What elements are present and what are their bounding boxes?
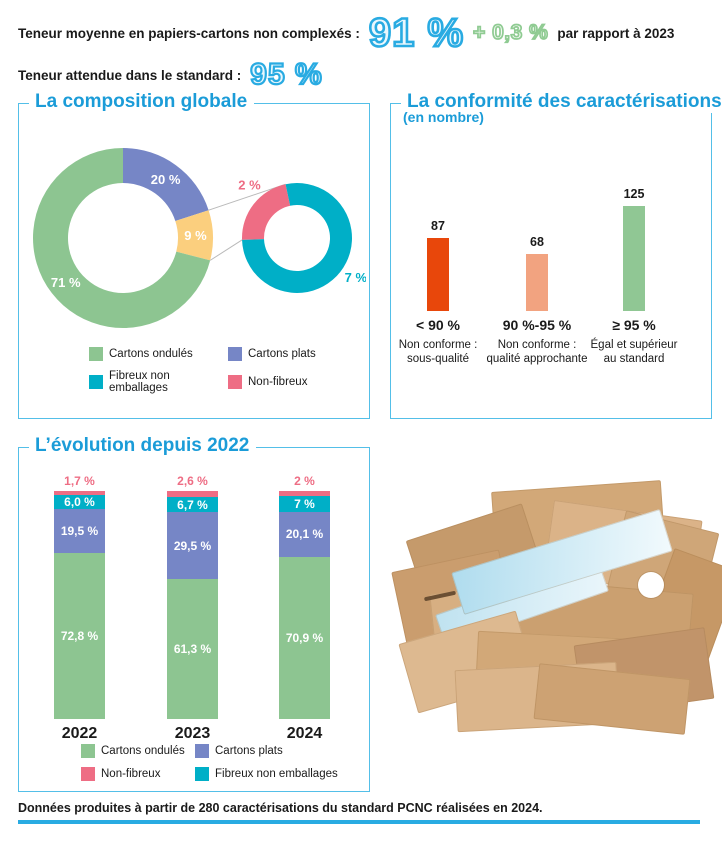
bar-category-label: < 90 % bbox=[416, 317, 460, 333]
legend-swatch bbox=[89, 347, 103, 361]
composition-legend bbox=[89, 347, 316, 394]
legend-label: Cartons plats bbox=[215, 745, 283, 757]
bar-description-line: Non conforme : bbox=[398, 339, 478, 351]
bar-category-label: 90 %-95 % bbox=[502, 317, 572, 333]
bar-description-line: qualité approchante bbox=[486, 353, 588, 365]
bar-description-line: sous-qualité bbox=[406, 353, 469, 365]
legend-item bbox=[228, 370, 316, 394]
panel-title-composition: La composition globale bbox=[29, 91, 254, 113]
delta-vs-2023-value: + 0,3 % bbox=[473, 21, 549, 44]
cardboard-hole-detail bbox=[638, 572, 664, 598]
evolution-stacked-bar-chart bbox=[19, 448, 369, 791]
bar-value-label: 125 bbox=[623, 187, 645, 201]
legend-label: Fibreux non emballages bbox=[109, 370, 170, 394]
average-content-label: Teneur moyenne en papiers-cartons non complexés : bbox=[18, 25, 360, 41]
legend-item bbox=[195, 767, 338, 781]
donut-segment-label: 71 % bbox=[50, 274, 81, 290]
legend-swatch bbox=[81, 744, 95, 758]
legend-swatch bbox=[195, 767, 209, 781]
stacked-label-above: 2 % bbox=[294, 474, 315, 488]
legend-label: Cartons ondulés bbox=[109, 348, 193, 360]
donut-segment-label: 20 % bbox=[150, 171, 181, 187]
average-content-value: 91 % bbox=[368, 10, 465, 55]
segment-cartons-plats: 19,5 % bbox=[54, 509, 105, 553]
legend-label: Cartons ondulés bbox=[101, 745, 185, 757]
legend-item bbox=[228, 347, 316, 361]
bar-category-label: ≥ 95 % bbox=[612, 317, 656, 333]
bar-value-label: 87 bbox=[431, 219, 445, 233]
year-label: 2023 bbox=[174, 725, 211, 742]
detail-donut-label: 7 % bbox=[344, 270, 366, 286]
legend-item bbox=[81, 767, 195, 781]
legend-label: Non-fibreux bbox=[101, 768, 161, 780]
expected-content-value: 95 % bbox=[250, 58, 323, 91]
cardboard-pile-image bbox=[398, 468, 718, 770]
legend-swatch bbox=[89, 375, 103, 389]
donut-connector-line bbox=[210, 240, 242, 260]
segment-fibreux-non-emballages: 7 % bbox=[279, 496, 330, 512]
expected-content-label: Teneur attendue dans le standard : bbox=[18, 67, 242, 83]
conformity-bar-chart bbox=[391, 104, 711, 418]
bar-description-line: Non conforme : bbox=[497, 339, 577, 351]
segment-cartons-ondul-s: 70,9 % bbox=[279, 557, 330, 719]
bar-description-line: au standard bbox=[603, 353, 665, 365]
bar-0 bbox=[427, 238, 449, 311]
year-label: 2022 bbox=[61, 725, 98, 742]
segment-cartons-ondul-s: 72,8 % bbox=[54, 553, 105, 719]
expected-content-line bbox=[18, 58, 323, 92]
composition-donut-chart bbox=[19, 104, 366, 344]
legend-item bbox=[81, 744, 195, 758]
average-content-line bbox=[18, 10, 674, 56]
conformity-panel bbox=[390, 91, 722, 419]
composition-panel bbox=[18, 91, 370, 419]
bar-value-label: 68 bbox=[530, 235, 544, 249]
legend-label: Non-fibreux bbox=[248, 376, 308, 388]
legend-label: Cartons plats bbox=[248, 348, 316, 360]
footer-note: Données produites à partir de 280 caractérisations du standard PCNC réalisées en 2024. bbox=[18, 801, 543, 815]
footer-rule bbox=[18, 820, 700, 824]
legend-swatch bbox=[228, 375, 242, 389]
conformity-subtitle: (en nombre) bbox=[403, 109, 484, 125]
stacked-bar-2023 bbox=[167, 491, 218, 719]
bar-description bbox=[574, 338, 694, 366]
stacked-label-above: 2,6 % bbox=[177, 474, 208, 488]
bar-2 bbox=[623, 206, 645, 311]
stacked-bar-2022 bbox=[54, 491, 105, 719]
legend-swatch bbox=[228, 347, 242, 361]
segment-cartons-plats: 29,5 % bbox=[167, 512, 218, 579]
bar-1 bbox=[526, 254, 548, 311]
legend-item bbox=[195, 744, 338, 758]
detail-donut-label: 2 % bbox=[238, 177, 261, 193]
stacked-bar-2024 bbox=[279, 491, 330, 719]
legend-swatch bbox=[81, 767, 95, 781]
evolution-panel bbox=[18, 435, 370, 792]
segment-cartons-plats: 20,1 % bbox=[279, 512, 330, 558]
legend-item bbox=[89, 347, 228, 361]
panel-title-evolution: L’évolution depuis 2022 bbox=[29, 435, 256, 457]
segment-cartons-ondul-s: 61,3 % bbox=[167, 579, 218, 719]
legend-item bbox=[89, 370, 228, 394]
segment-fibreux-non-emballages: 6,7 % bbox=[167, 497, 218, 512]
donut-segment-label: 9 % bbox=[184, 228, 207, 244]
legend-label: Fibreux non emballages bbox=[215, 768, 338, 780]
delta-vs-2023-label: par rapport à 2023 bbox=[557, 25, 675, 41]
evolution-legend bbox=[81, 744, 338, 781]
segment-fibreux-non-emballages: 6,0 % bbox=[54, 495, 105, 509]
year-label: 2024 bbox=[286, 725, 323, 742]
bar-description-line: Égal et supérieur bbox=[590, 339, 678, 351]
panel-title-conformity: La conformité des caractérisations bbox=[401, 91, 722, 113]
stacked-label-above: 1,7 % bbox=[64, 474, 95, 488]
legend-swatch bbox=[195, 744, 209, 758]
